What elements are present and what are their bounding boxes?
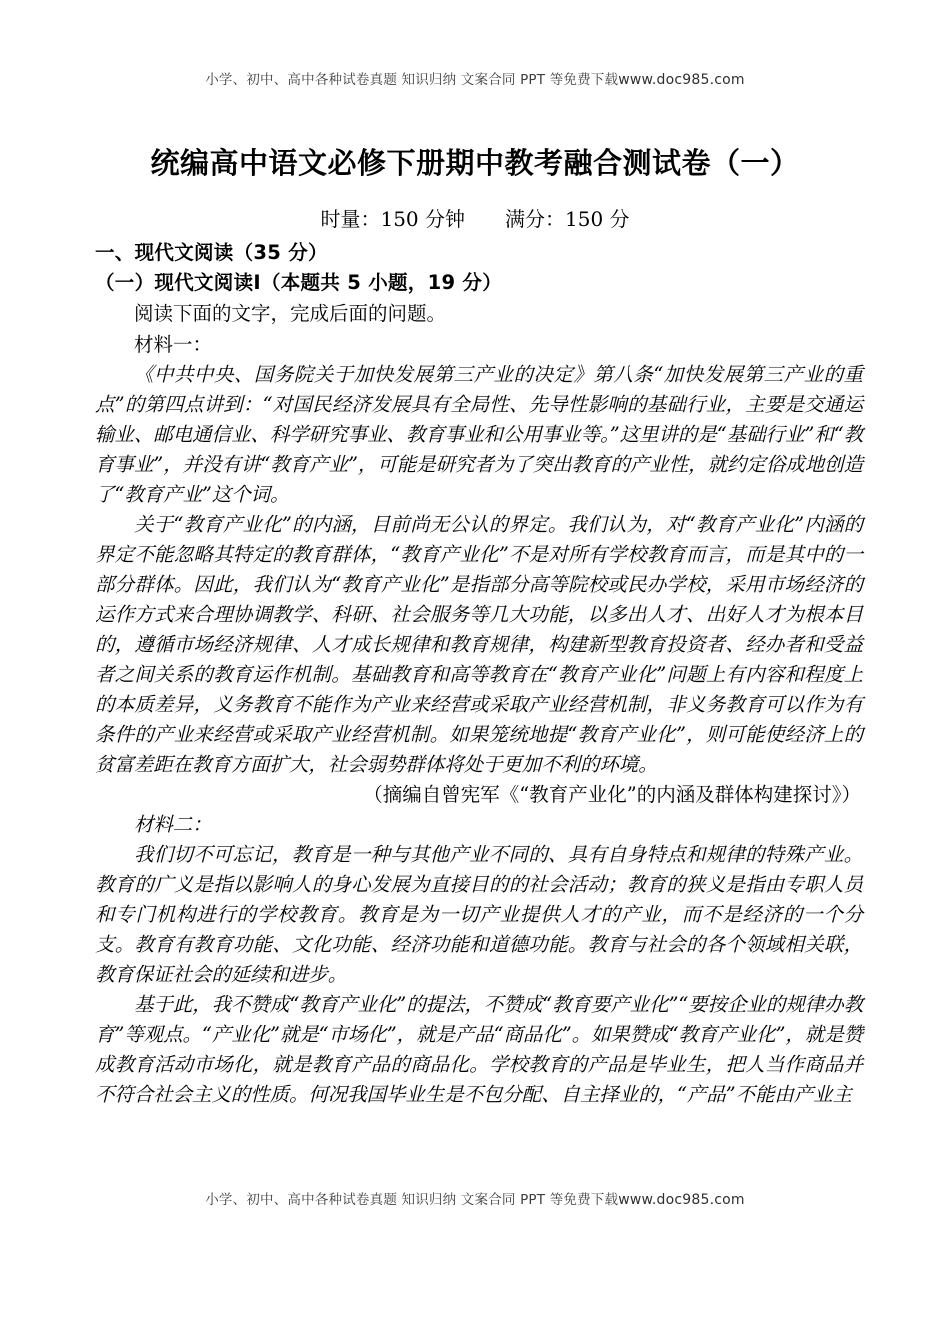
page-title: 统编高中语文必修下册期中教考融合测试卷（一） xyxy=(150,146,800,180)
material-two-label: 材料二： xyxy=(134,813,212,836)
running-header xyxy=(0,68,950,88)
running-footer-promo: 小学、初中、高中各种试卷真题 知识归纳 文案合同 PPT 等免费下载 xyxy=(205,1192,619,1208)
running-footer xyxy=(0,1188,950,1208)
material-one-paragraph-2: 关于“教育产业化”的内涵，目前尚无公认的界定。我们认为，对“教育产业化”内涵的界定不能忽略其特定的教育群体，“教育产业化”不是对所有学校教育而言，而是其中的一部分群体。因此，我们认为“教育产业化”是指部分高等院校或民办学校，采用市场经济的运作方式来合理协调教学、科研、社会服务等几大功能，以多出人才、出好人才为根本目的，遵循市场经济规律、人才成长规律和教育规律，构建新型教育投资者、经办者和受益者之间关系的教育运作机制。基础教育和高等教育在“教育产业化”问题上有内容和程度上的本质差异，义务教育不能作为产业来经营或采取产业经营机制，非义务教育可以作为有条件的产业来经营或采取产业经营机制。如果笼统地提“教育产业化”，则可能使经济上的贫富差距在教育方面扩大，社会弱势群体将处于更加不利的环境。 xyxy=(95,513,863,776)
section-heading-modern-reading: 一、现代文阅读（35 分） xyxy=(95,241,328,264)
document-body xyxy=(95,238,863,1110)
material-one-paragraph-1: 《中共中央、国务院关于加快发展第三产业的决定》第八条“加快发展第三产业的重点”的第四点讲到：“对国民经济发展具有全局性、先导性影响的基础行业，主要是交通运输业、邮电通信业、科学研究事业、教育事业和公用事业等。”这里讲的是“基础行业”和“教育事业”，并没有讲“教育产业”，可能是研究者为了突出教育的产业性，就约定俗成地创造了“教育产业”这个词。 xyxy=(95,363,863,506)
running-header-promo: 小学、初中、高中各种试卷真题 知识归纳 文案合同 PPT 等免费下载 xyxy=(205,72,619,88)
sub-heading-reading-one: （一）现代文阅读Ⅰ（本题共 5 小题，19 分） xyxy=(95,271,503,294)
exam-meta-subtitle: 时量：150 分钟 满分：150 分 xyxy=(320,207,630,231)
instruction-text: 阅读下面的文字，完成后面的问题。 xyxy=(134,302,447,325)
running-header-site: www.doc985.com xyxy=(618,72,745,88)
material-one-label: 材料一： xyxy=(134,333,213,356)
material-two-paragraph-2: 基于此，我不赞成“教育产业化”的提法，不赞成“教育要产业化”“要按企业的规律办教育”等观点。“产业化”就是“市场化”，就是产品“商品化”。如果赞成“教育产业化”，就是赞成教育活动市场化，就是教育产品的商品化。学校教育的产品是毕业生，把人当作商品并不符合社会主义的性质。何况我国毕业生是不包分配、自主择业的，“产品”不能由产业主 xyxy=(95,993,863,1106)
material-two-paragraph-1: 我们切不可忘记，教育是一种与其他产业不同的、具有自身特点和规律的特殊产业。教育的广义是指以影响人的身心发展为直接目的的社会活动；教育的狭义是指由专职人员和专门机构进行的学校教育。教育是为一切产业提供人才的产业，而不是经济的一个分支。教育有教育功能、文化功能、经济功能和道德功能。教育与社会的各个领域相关联，教育保证社会的延续和进步。 xyxy=(95,843,863,986)
running-footer-site: www.doc985.com xyxy=(618,1192,745,1208)
material-one-citation: （摘编自曾宪军《“教育产业化”的内涵及群体构建探讨》） xyxy=(363,783,861,806)
